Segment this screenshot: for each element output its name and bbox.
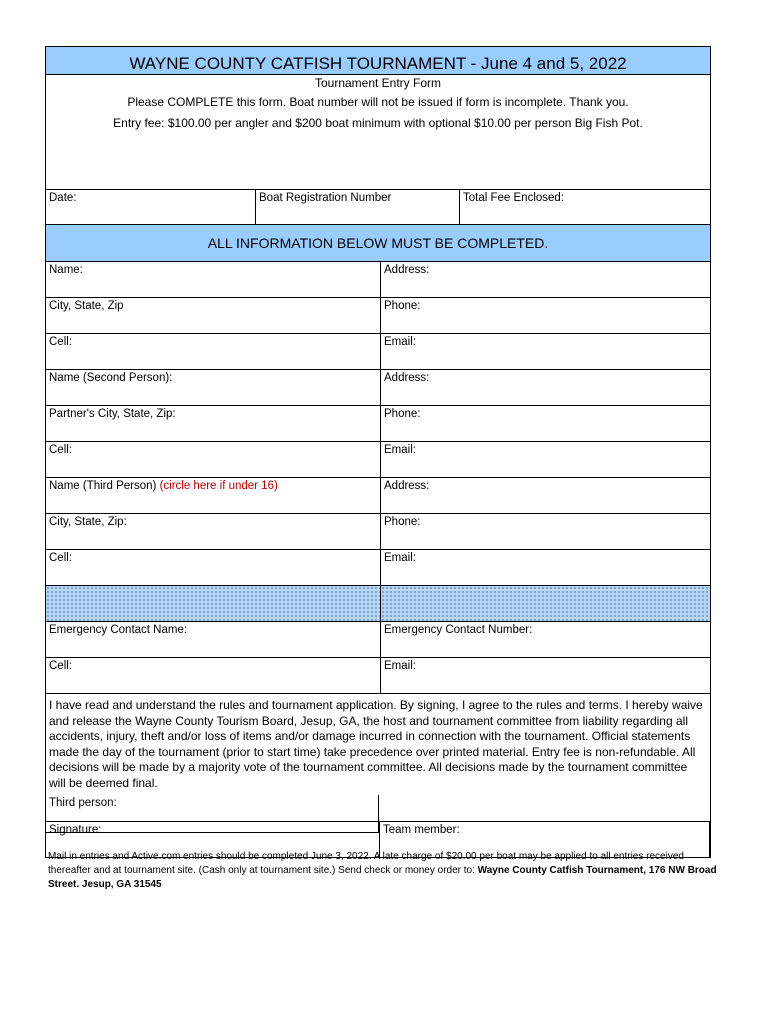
field-label: Phone: (384, 408, 421, 420)
entry-form (45, 46, 711, 858)
second-person-name-row (45, 370, 711, 406)
waiver-text: I have read and understand the rules and tournament application. By signing, I agree to the rules and terms. I hereby waive and release the Wayne County Tourism Board, Jesup, GA, the host and tournament committee from liability regarding all accidents, injury, theft and/or loss of items and/or damage incurred in connection with the tournament. Official statements made the day of the tournament (prior to start time) take precedence over printed material. Entry fee is non-refundable. All decisions will be made by a majority vote of the tournament committee. All decisions made by the tournament committee will be deemed final. (45, 694, 711, 822)
separator-pattern-row (45, 586, 711, 622)
second-person-cell-field[interactable] (46, 442, 380, 477)
field-label: Email: (384, 336, 416, 348)
third-person-phone-field[interactable] (380, 514, 710, 549)
name-address-row (45, 262, 711, 298)
city-phone-row (45, 298, 711, 334)
address-field[interactable] (380, 262, 710, 297)
field-label: Address: (384, 264, 430, 276)
total-fee-field[interactable] (459, 190, 710, 224)
mailing-address: Wayne County Catfish Tournament, 176 NW Broad Street. Jesup, GA 31545 (48, 865, 717, 890)
field-label: Phone: (384, 516, 421, 528)
emergency-cell-field[interactable] (46, 658, 380, 693)
field-label: Signature: (49, 824, 102, 836)
field-label: Partner's City, State, Zip: (49, 408, 176, 420)
third-person-address-field[interactable] (380, 478, 710, 513)
third-person-name-field[interactable] (46, 478, 380, 513)
header-fields-row (45, 189, 711, 225)
form-title-bar (45, 46, 711, 75)
emergency-contact-row (45, 622, 711, 658)
mailing-text: Mail in entries and Active.com entries should be completed June 3, 2022. A late charge of $20.00 per boat may be applied to all entries received thereafter and at tournament site. (Cash only at tournament site.) Send check or money order to: (48, 851, 684, 876)
form-subtitle: Tournament Entry Form (314, 76, 442, 90)
pattern-fill-left (46, 586, 380, 621)
form-instructions: Please COMPLETE this form. Boat number will not be issued if form is incomplete. Thank you. (127, 95, 629, 109)
banner-text: ALL INFORMATION BELOW MUST BE COMPLETED. (207, 235, 549, 251)
emergency-email-field[interactable] (380, 658, 710, 693)
third-person-cell-row (45, 550, 711, 586)
emergency-contact-number-field[interactable] (380, 622, 710, 657)
field-label: Team member: (383, 824, 460, 836)
required-info-banner (45, 225, 711, 262)
name-field[interactable] (46, 262, 380, 297)
form-intro (45, 75, 711, 189)
second-person-phone-field[interactable] (380, 406, 710, 441)
field-label: Email: (384, 660, 416, 672)
third-person-signature-field[interactable] (45, 795, 379, 833)
second-person-email-field[interactable] (380, 442, 710, 477)
under-16-note: (circle here if under 16) (159, 480, 278, 492)
field-label: Name: (49, 264, 83, 276)
emergency-contact-name-field[interactable] (46, 622, 380, 657)
total-fee-label: Total Fee Enclosed: (463, 192, 565, 204)
boat-registration-label: Boat Registration Number (259, 192, 392, 204)
third-person-email-field[interactable] (380, 550, 710, 585)
field-label: Cell: (49, 552, 73, 564)
field-label: Cell: (49, 336, 73, 348)
mailing-instructions (48, 850, 718, 892)
third-person-city-state-zip-field[interactable] (46, 514, 380, 549)
field-label: Cell: (49, 444, 73, 456)
field-label: Email: (384, 444, 416, 456)
date-label: Date: (49, 192, 77, 204)
third-person-name-row (45, 478, 711, 514)
second-person-city-row (45, 406, 711, 442)
second-person-cell-row (45, 442, 711, 478)
cell-email-row (45, 334, 711, 370)
field-label: Address: (384, 480, 430, 492)
second-person-name-field[interactable] (46, 370, 380, 405)
emergency-cell-row (45, 658, 711, 694)
third-person-city-row (45, 514, 711, 550)
form-title: WAYNE COUNTY CATFISH TOURNAMENT - June 4 and 5, 2022 (129, 53, 627, 73)
phone-field[interactable] (380, 298, 710, 333)
field-label: Cell: (49, 660, 73, 672)
field-label: Name (Second Person): (49, 372, 173, 384)
field-label: Emergency Contact Number: (384, 624, 533, 636)
cell-field[interactable] (46, 334, 380, 369)
city-state-zip-field[interactable] (46, 298, 380, 333)
date-field[interactable] (46, 190, 255, 224)
field-label: Name (Third Person) (49, 480, 160, 492)
field-label: City, State, Zip (49, 300, 124, 312)
partner-city-state-zip-field[interactable] (46, 406, 380, 441)
email-field[interactable] (380, 334, 710, 369)
field-label: Address: (384, 372, 430, 384)
pattern-fill-right (380, 586, 710, 621)
second-person-address-field[interactable] (380, 370, 710, 405)
field-label: Third person: (49, 797, 117, 809)
boat-registration-field[interactable] (255, 190, 459, 224)
field-label: Emergency Contact Name: (49, 624, 188, 636)
field-label: City, State, Zip: (49, 516, 127, 528)
entry-fee-text: Entry fee: $100.00 per angler and $200 boat minimum with optional $10.00 per person Big Fish Pot. (113, 116, 643, 130)
third-person-cell-field[interactable] (46, 550, 380, 585)
field-label: Email: (384, 552, 416, 564)
field-label: Phone: (384, 300, 421, 312)
